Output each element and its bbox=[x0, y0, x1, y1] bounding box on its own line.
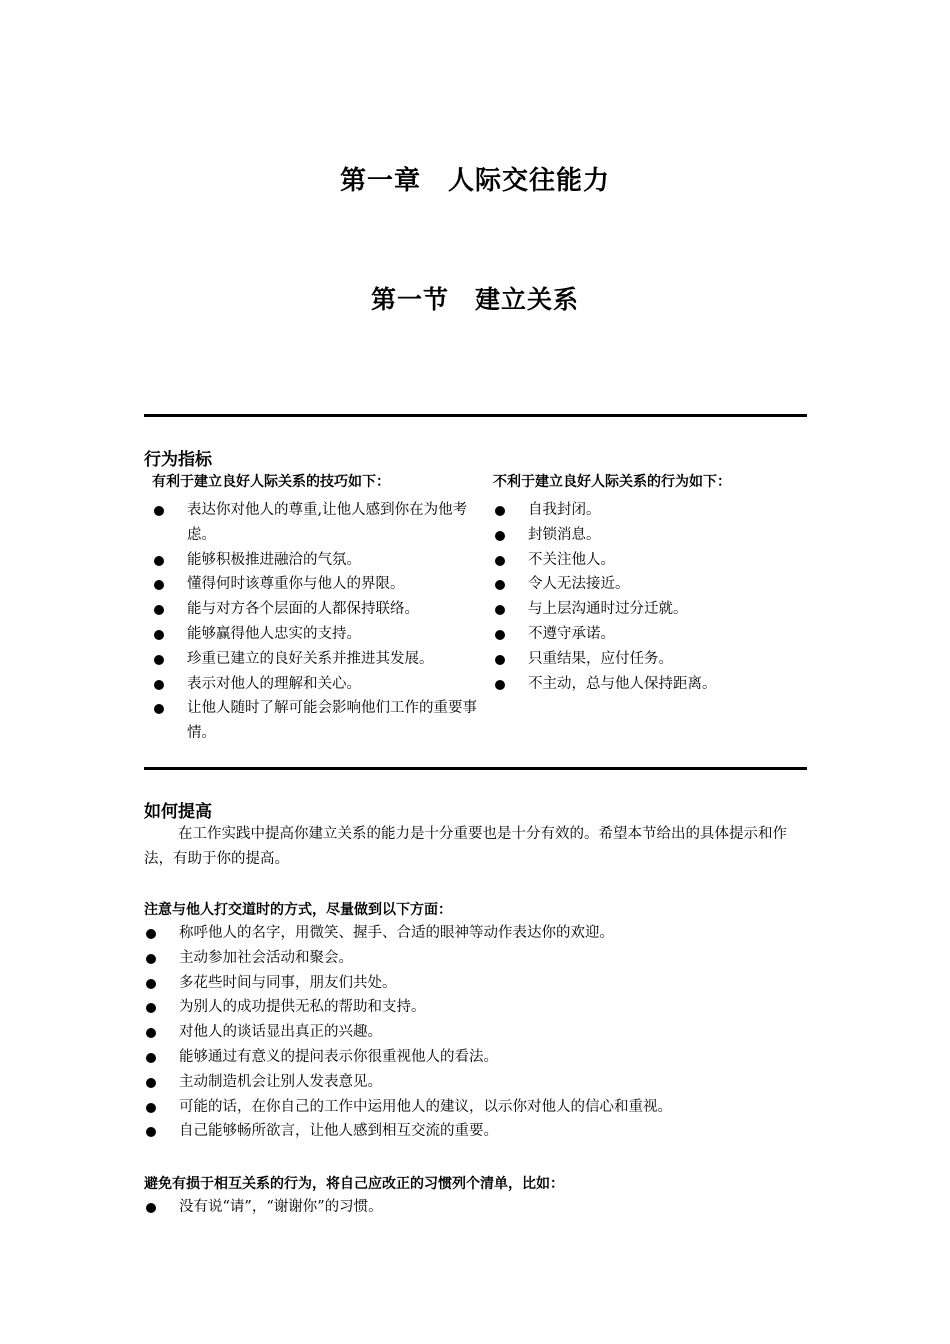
improve-heading: 如何提高 bbox=[144, 802, 212, 822]
bullet-icon bbox=[154, 506, 164, 516]
bullet-icon bbox=[146, 1078, 156, 1088]
bullet-icon bbox=[495, 630, 505, 640]
list-item bbox=[144, 971, 807, 996]
list-item bbox=[144, 1045, 807, 1070]
list-item-text: 让他人随时了解可能会影响他们工作的重要事情。 bbox=[187, 700, 477, 742]
bullet-icon bbox=[495, 605, 505, 615]
bullet-icon bbox=[495, 680, 505, 690]
list-item bbox=[493, 622, 793, 647]
positive-list bbox=[152, 498, 482, 746]
bullet-icon bbox=[154, 655, 164, 665]
section-title: 第一节 建立关系 bbox=[370, 285, 579, 314]
list-item-text: 珍重已建立的良好关系并推进其发展。 bbox=[187, 650, 434, 667]
bullet-icon bbox=[495, 655, 505, 665]
bullet-icon bbox=[146, 1103, 156, 1113]
list-item-text: 称呼他人的名字，用微笑、握手、合适的眼神等动作表达你的欢迎。 bbox=[179, 925, 614, 941]
bullet-icon bbox=[146, 1053, 156, 1063]
list-item bbox=[493, 523, 793, 548]
list-item-text: 主动参加社会活动和聚会。 bbox=[179, 949, 353, 966]
list-item bbox=[144, 1095, 807, 1120]
list2-title: 避免有损于相互关系的行为，将自己应改正的习惯列个清单，比如： bbox=[144, 1176, 564, 1192]
bullet-icon bbox=[154, 580, 164, 590]
list-item-text: 主动制造机会让别人发表意见。 bbox=[179, 1073, 382, 1090]
list1-container bbox=[144, 921, 807, 1144]
list-item bbox=[493, 647, 793, 672]
bullet-icon bbox=[146, 1028, 156, 1038]
list-item bbox=[144, 1119, 807, 1144]
list-item bbox=[144, 1070, 807, 1095]
bullet-icon bbox=[146, 1003, 156, 1013]
list-item bbox=[144, 921, 807, 946]
list-item-text: 对他人的谈话显出真正的兴趣。 bbox=[179, 1024, 382, 1041]
list-item bbox=[152, 498, 482, 548]
list-item-text: 没有说“请”，“谢谢你”的习惯。 bbox=[179, 1199, 383, 1215]
list-item-text: 令人无法接近。 bbox=[528, 576, 630, 593]
list-item-text: 不遵守承诺。 bbox=[528, 625, 615, 642]
bottom-divider bbox=[144, 767, 807, 770]
bullet-icon bbox=[495, 580, 505, 590]
list-item-text: 自我封闭。 bbox=[528, 502, 601, 518]
list-item bbox=[144, 1195, 807, 1220]
list-item bbox=[152, 572, 482, 597]
list-item bbox=[493, 572, 793, 597]
list-item-text: 封锁消息。 bbox=[528, 526, 601, 543]
list-item-text: 不主动，总与他人保持距离。 bbox=[528, 675, 717, 692]
list-item-text: 为别人的成功提供无私的帮助和支持。 bbox=[179, 999, 426, 1016]
interaction-tips-list bbox=[144, 921, 807, 1144]
behavior-heading: 行为指标 bbox=[144, 450, 212, 470]
list-item-text: 能够通过有意义的提问表示你很重视他人的看法。 bbox=[179, 1048, 498, 1065]
list-item bbox=[144, 1020, 807, 1045]
bullet-icon bbox=[146, 979, 156, 989]
chapter-title: 第一章 人际交往能力 bbox=[339, 166, 610, 196]
list-item bbox=[152, 672, 482, 697]
list2-container bbox=[144, 1195, 807, 1220]
list-item-text: 能够积极推进融洽的气氛。 bbox=[187, 551, 361, 568]
list1-title: 注意与他人打交道时的方式，尽量做到以下方面： bbox=[144, 902, 452, 918]
list-item-text: 多花些时间与同事，朋友们共处。 bbox=[179, 974, 397, 991]
list-item bbox=[144, 946, 807, 971]
bullet-icon bbox=[146, 1127, 156, 1137]
list-item bbox=[152, 696, 482, 746]
list-item-text: 表达你对他人的尊重,让他人感到你在为他考虑。 bbox=[187, 502, 468, 543]
positive-column bbox=[152, 472, 482, 746]
list-item bbox=[493, 498, 793, 523]
improve-paragraph: 在工作实践中提高你建立关系的能力是十分重要也是十分有效的。希望本节给出的具体提示和作法，有助于你的提高。 bbox=[144, 826, 787, 867]
list-item-text: 懂得何时该尊重你与他人的界限。 bbox=[187, 576, 405, 593]
list-item-text: 不关注他人。 bbox=[528, 551, 615, 568]
list-item bbox=[152, 647, 482, 672]
bullet-icon bbox=[495, 556, 505, 566]
list-item-text: 可能的话，在你自己的工作中运用他人的建议，以示你对他人的信心和重视。 bbox=[179, 1098, 672, 1115]
bullet-icon bbox=[146, 929, 156, 939]
list-item bbox=[152, 622, 482, 647]
bullet-icon bbox=[154, 605, 164, 615]
list-item bbox=[493, 597, 793, 622]
list-item bbox=[152, 548, 482, 573]
bullet-icon bbox=[495, 506, 505, 516]
bullet-icon bbox=[495, 531, 505, 541]
list-item bbox=[152, 597, 482, 622]
bullet-icon bbox=[146, 954, 156, 964]
positive-title: 有利于建立良好人际关系的技巧如下： bbox=[152, 474, 390, 490]
bullet-icon bbox=[154, 556, 164, 566]
top-divider bbox=[144, 414, 807, 417]
bullet-icon bbox=[154, 680, 164, 690]
negative-title: 不利于建立良好人际关系的行为如下： bbox=[493, 474, 731, 490]
list-item bbox=[493, 548, 793, 573]
list-item-text: 能与对方各个层面的人都保持联络。 bbox=[187, 601, 419, 618]
negative-column bbox=[493, 472, 793, 696]
list-item-text: 与上层沟通时过分迁就。 bbox=[528, 601, 688, 618]
list-item-text: 自己能够畅所欲言，让他人感到相互交流的重要。 bbox=[179, 1123, 498, 1140]
bullet-icon bbox=[154, 630, 164, 640]
list-item bbox=[144, 995, 807, 1020]
bullet-icon bbox=[154, 704, 164, 714]
list-item-text: 只重结果，应付任务。 bbox=[528, 650, 673, 667]
list-item-text: 表示对他人的理解和关心。 bbox=[187, 675, 361, 692]
bullet-icon bbox=[146, 1203, 156, 1213]
negative-list bbox=[493, 498, 793, 696]
list-item-text: 能够赢得他人忠实的支持。 bbox=[187, 625, 361, 642]
habits-list bbox=[144, 1195, 807, 1220]
list-item bbox=[493, 672, 793, 697]
